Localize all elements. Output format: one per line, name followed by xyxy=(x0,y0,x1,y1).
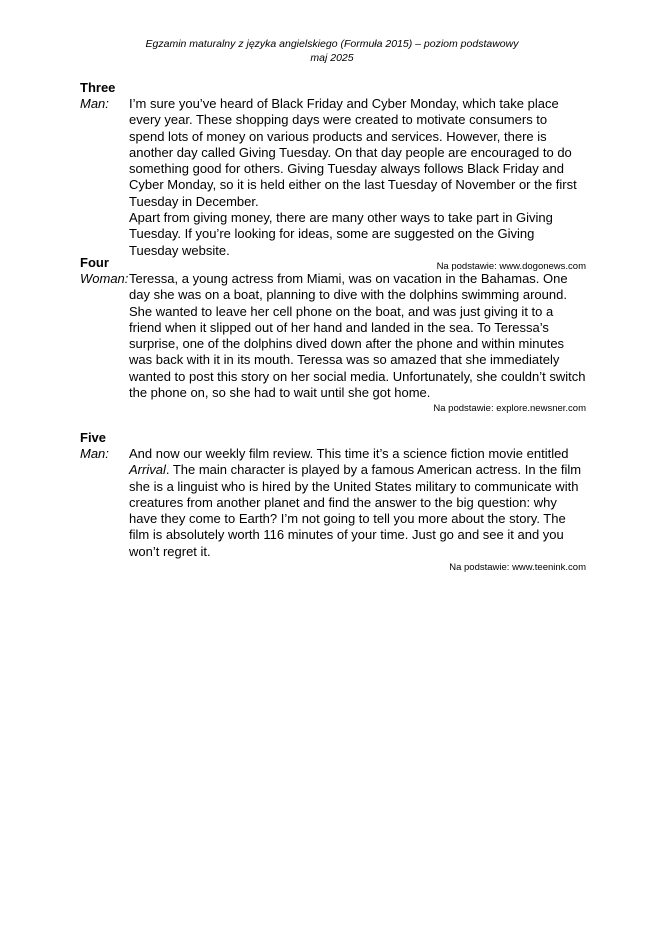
section-four xyxy=(80,255,586,415)
section-title: Five xyxy=(80,430,107,445)
transcript-paragraph xyxy=(129,446,586,560)
page-header xyxy=(0,38,664,65)
section-five xyxy=(80,430,586,574)
speaker-label: Man: xyxy=(80,446,109,461)
header-exam-date: maj 2025 xyxy=(310,51,354,64)
transcript-text xyxy=(129,271,586,401)
transcript-text xyxy=(129,446,586,560)
source-note: Na podstawie: www.dogonews.com xyxy=(436,260,586,272)
transcript-paragraph: Teressa, a young actress from Miami, was on vacation in the Bahamas. One day she was on a boat, planning to dive with the dolphins swimming around. She wanted to leave her cell phone on the boat, and was just giving it to a friend when it slipped out of her hand and landed in the sea. To Teressa’s surprise, one of the dolphins dived down after the phone and within minutes was back with it in its mouth. Teressa was so amazed that she immediately wanted to post this story on her social media. Unfortunately, she couldn’t switch the phone on, so she had to wait until she got home. xyxy=(129,271,586,401)
transcript-paragraph: Apart from giving money, there are many other ways to take part in Giving Tuesday. If you’re looking for ideas, some are suggested on the Giving Tuesday website. xyxy=(129,210,553,258)
text-segment: And now our weekly film review. This time it’s a science fiction movie entitled xyxy=(129,446,569,461)
section-title: Three xyxy=(80,80,116,95)
section-title: Four xyxy=(80,255,109,270)
transcript-paragraph: I’m sure you’ve heard of Black Friday and Cyber Monday, which take place every year. These shopping days were created to motivate consumers to spend lots of money on various products and services. However, there is another day called Giving Tuesday. On that day people are encouraged to do something good for others. Giving Tuesday always follows Black Friday and Cyber Monday, so it is held either on the last Tuesday of November or the first Tuesday in December. xyxy=(129,96,577,209)
source-note: Na podstawie: www.teenink.com xyxy=(449,562,586,574)
speaker-label: Man: xyxy=(80,96,109,111)
transcript-row xyxy=(80,96,586,259)
source-note: Na podstawie: explore.newsner.com xyxy=(433,403,586,415)
text-segment: . The main character is played by a famous American actress. In the film she is a linguist who is hired by the United States military to communicate with creatures from another planet and find the answer to the big question: why have they come to Earth? I’m not going to tell you more about the story. The film is absolutely worth 116 minutes of your time. Just go and see it and you won’t regret it. xyxy=(129,462,582,559)
section-three xyxy=(80,80,586,273)
header-exam-title: Egzamin maturalny z języka angielskiego (Formuła 2015) – poziom podstawowy xyxy=(145,38,519,50)
transcript-row xyxy=(80,271,586,401)
transcript-text xyxy=(129,96,586,259)
transcript-row xyxy=(80,446,586,560)
film-title: Arrival xyxy=(129,462,166,478)
speaker-label: Woman: xyxy=(80,271,129,286)
